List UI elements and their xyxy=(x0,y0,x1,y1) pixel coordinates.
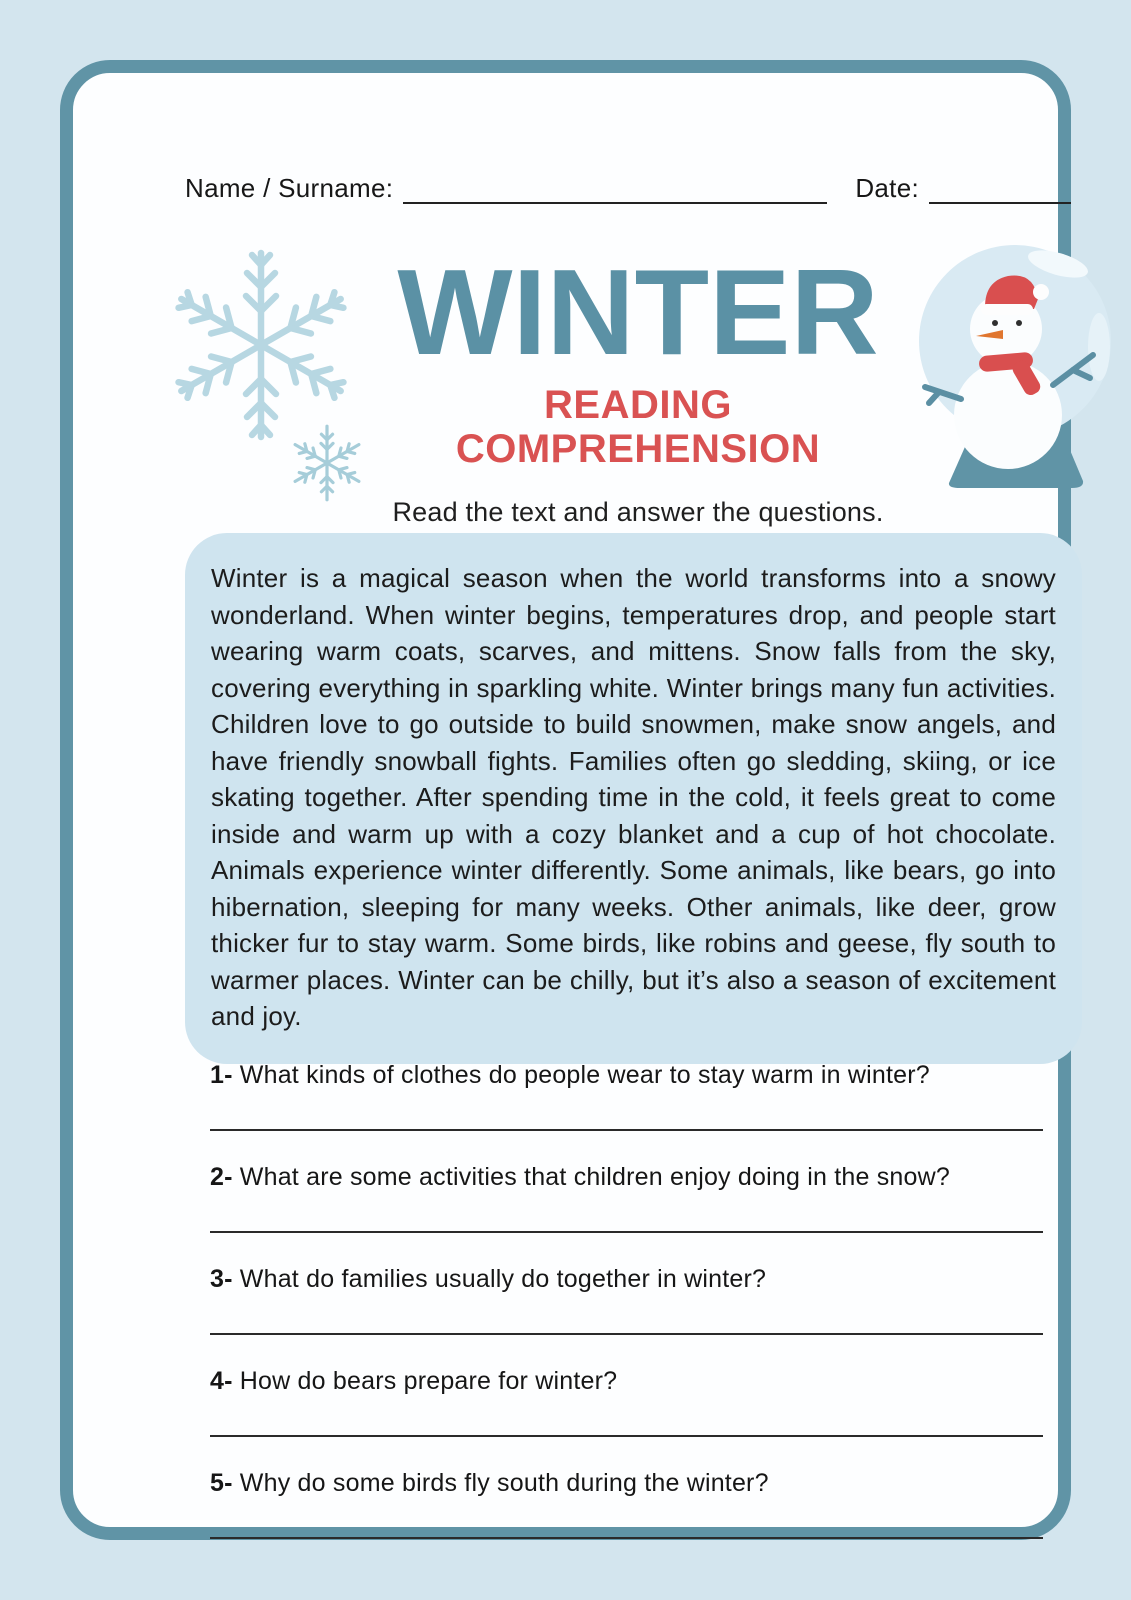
page-title: WINTER xyxy=(397,244,879,380)
question-label: What do families usually do together in winter? xyxy=(239,1265,767,1293)
question-text xyxy=(210,1161,1043,1193)
question-number: 3- xyxy=(210,1265,233,1293)
question-number: 2- xyxy=(210,1163,233,1191)
question-text xyxy=(210,1365,1043,1397)
question-item-3 xyxy=(210,1263,1043,1335)
instruction-text: Read the text and answer the questions. xyxy=(392,497,884,527)
question-text xyxy=(210,1467,1043,1499)
question-number: 4- xyxy=(210,1367,233,1395)
page-subtitle: READING COMPREHENSION xyxy=(455,383,821,471)
answer-line[interactable] xyxy=(210,1331,1043,1335)
snowflake-small-icon xyxy=(287,423,367,503)
reading-passage: Winter is a magical season when the world transforms into a snowy wonderland. When winter begins, temperatures drop, and people start wearing warm coats, scarves, and mittens. Snow falls from the sky, covering everything in sparkling white. Winter brings many fun activities. Children love to go outside to build snowmen, make snow angels, and have friendly snowball fights. Families often go sledding, skiing, or ice skating together. After spending time in the cold, it feels great to come inside and warm up with a cozy blanket and a cup of hot chocolate. Animals experience winter differently. Some animals, like bears, go into hibernation, sleeping for many weeks. Other animals, like deer, grow thicker fur to stay warm. Some birds, like robins and geese, fly south to warmer places. Winter can be chilly, but it’s also a season of excitement and joy. xyxy=(211,563,1056,1032)
question-item-1 xyxy=(210,1059,1043,1131)
answer-line[interactable] xyxy=(210,1535,1043,1539)
date-input-line[interactable] xyxy=(929,174,1071,204)
question-item-5 xyxy=(210,1467,1043,1539)
question-item-4 xyxy=(210,1365,1043,1437)
title-block xyxy=(358,244,918,528)
name-label: Name / Surname: xyxy=(185,173,394,203)
answer-line[interactable] xyxy=(210,1229,1043,1233)
question-number: 1- xyxy=(210,1061,233,1089)
questions-section xyxy=(210,1059,1043,1569)
date-label: Date: xyxy=(855,173,919,203)
name-input-line[interactable] xyxy=(403,174,827,204)
answer-line[interactable] xyxy=(210,1433,1043,1437)
answer-line[interactable] xyxy=(210,1127,1043,1131)
question-label: What kinds of clothes do people wear to stay warm in winter? xyxy=(239,1061,930,1089)
snowflake-icon xyxy=(161,245,361,445)
header-row xyxy=(185,173,1071,204)
question-item-2 xyxy=(210,1161,1043,1233)
worksheet-card xyxy=(60,60,1071,1540)
question-text xyxy=(210,1263,1043,1295)
question-text xyxy=(210,1059,1043,1091)
question-label: What are some activities that children enjoy doing in the snow? xyxy=(239,1163,950,1191)
question-label: How do bears prepare for winter? xyxy=(239,1367,618,1395)
question-label: Why do some birds fly south during the winter? xyxy=(239,1469,769,1497)
question-number: 5- xyxy=(210,1469,233,1497)
snow-globe-snowman-icon xyxy=(915,229,1117,497)
reading-passage-box xyxy=(185,533,1082,1064)
